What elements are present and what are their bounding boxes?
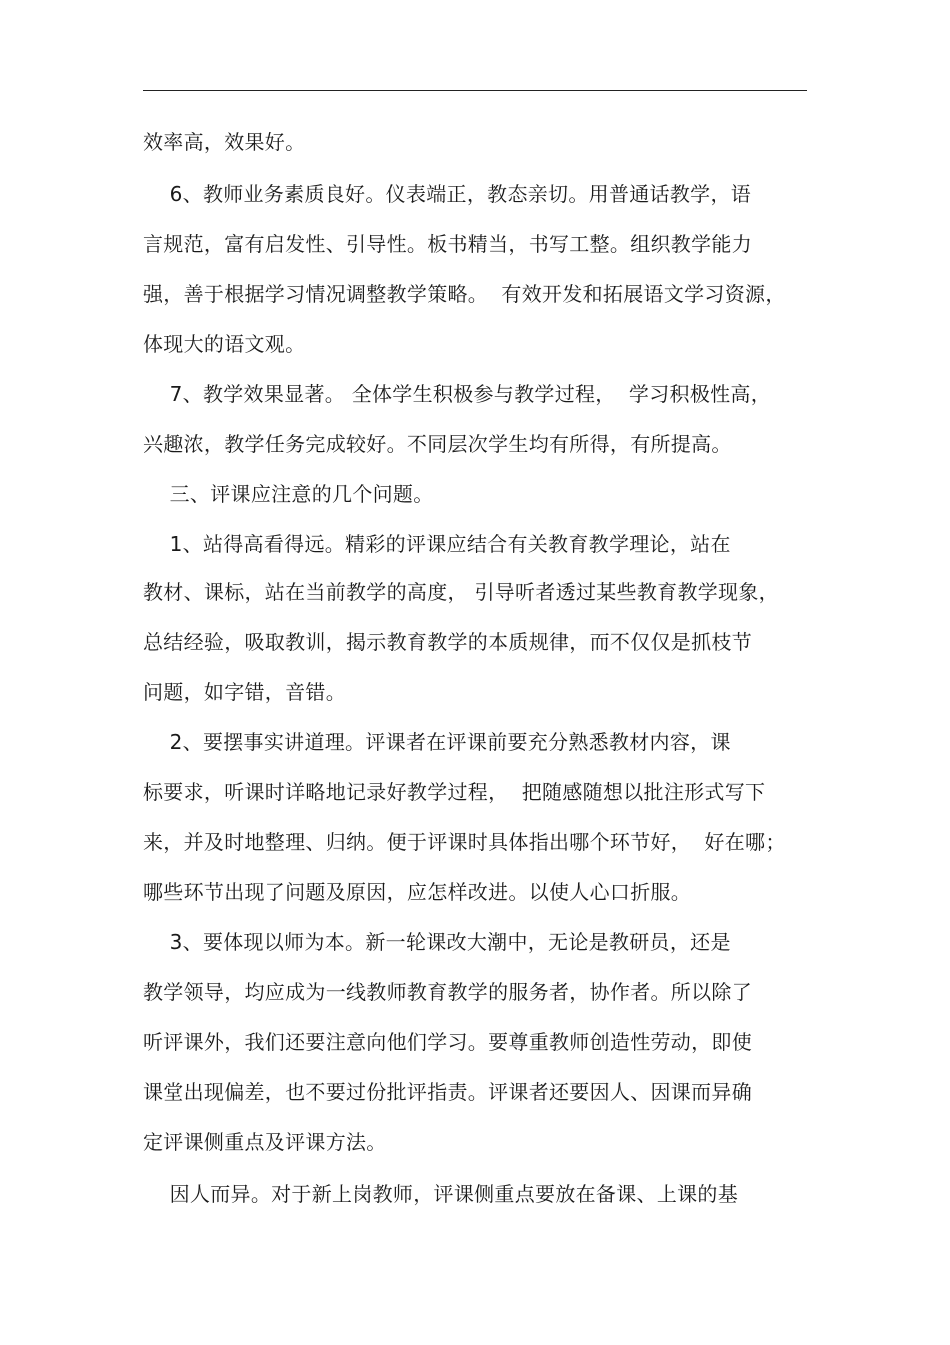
text-line: 兴趣浓，教学任务完成较好。不同层次学生均有所得，有所提高。	[143, 432, 732, 456]
text-line: 听评课外，我们还要注意向他们学习。要尊重教师创造性劳动，即使	[143, 1030, 752, 1054]
text-line: 强，善于根据学习情况调整教学策略。 有效开发和拓展语文学习资源，	[143, 282, 786, 306]
text-line: 哪些环节出现了问题及原因，应怎样改进。以使人心口折服。	[143, 880, 692, 904]
text-line: 来，并及时地整理、归纳。便于评课时具体指出哪个环节好， 好在哪；	[143, 830, 786, 854]
text-line: 问题，如字错，音错。	[143, 680, 346, 704]
text-line: 教材、课标，站在当前教学的高度， 引导听者透过某些教育教学现象，	[143, 580, 779, 604]
header-rule	[143, 90, 807, 91]
text-line: 言规范，富有启发性、引导性。板书精当，书写工整。组织教学能力	[143, 232, 752, 256]
text-line: 2、要摆事实讲道理。评课者在评课前要充分熟悉教材内容，课	[143, 730, 731, 754]
text-line: 6、教师业务素质良好。仪表端正，教态亲切。用普通话教学，语	[143, 182, 752, 206]
text-line: 标要求，听课时详略地记录好教学过程， 把随感随想以批注形式写下	[143, 780, 766, 804]
text-line: 教学领导，均应成为一线教师教育教学的服务者，协作者。所以除了	[143, 980, 752, 1004]
section-heading: 三、评课应注意的几个问题。	[143, 482, 434, 506]
text-line: 效率高，效果好。	[143, 130, 306, 154]
text-line: 课堂出现偏差，也不要过份批评指责。评课者还要因人、因课而异确	[143, 1080, 752, 1104]
text-line: 7、教学效果显著。 全体学生积极参与教学过程， 学习积极性高，	[143, 382, 772, 406]
text-line: 体现大的语文观。	[143, 332, 306, 356]
text-line: 1、站得高看得远。精彩的评课应结合有关教育教学理论，站在	[143, 532, 731, 556]
text-line: 总结经验，吸取教训，揭示教育教学的本质规律，而不仅仅是抓枝节	[143, 630, 752, 654]
text-line: 定评课侧重点及评课方法。	[143, 1130, 387, 1154]
text-line: 3、要体现以师为本。新一轮课改大潮中，无论是教研员，还是	[143, 930, 731, 954]
text-line: 因人而异。对于新上岗教师，评课侧重点要放在备课、上课的基	[143, 1182, 739, 1206]
